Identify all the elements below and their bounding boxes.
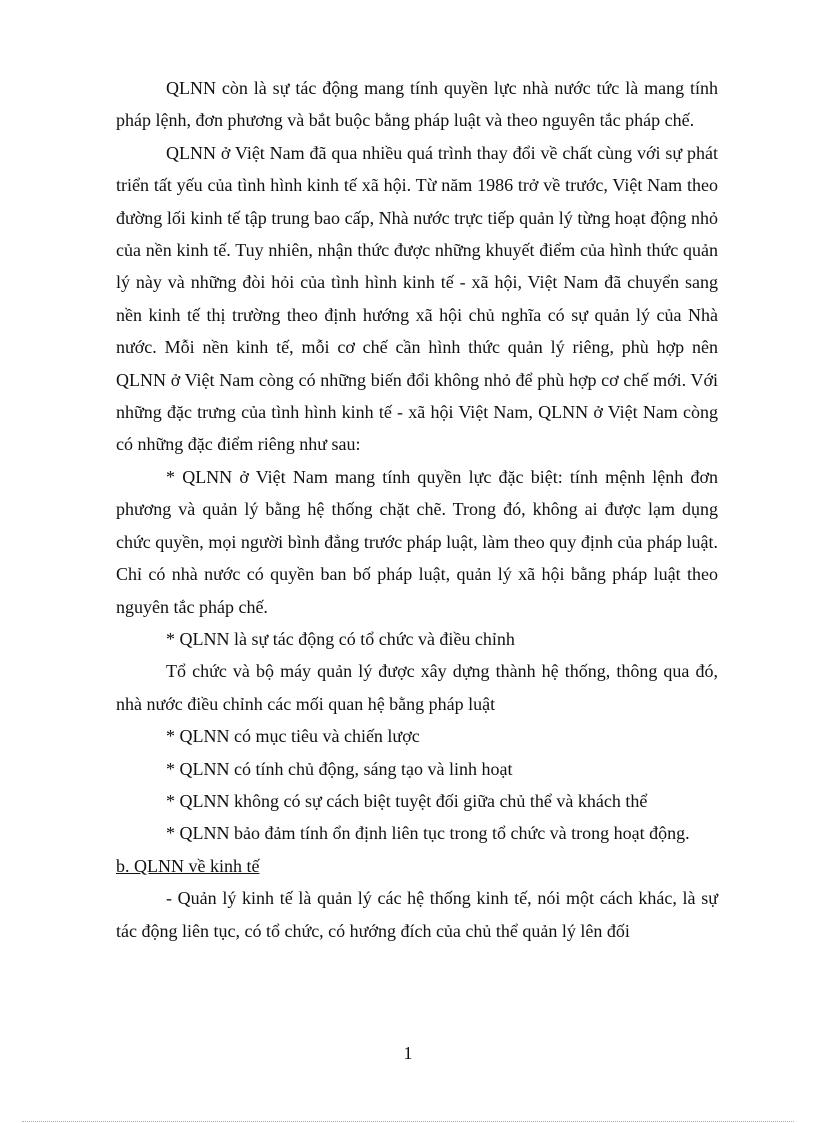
paragraph-subject-object: * QLNN không có sự cách biệt tuyệt đối giữa chủ thể và khách thể <box>166 790 648 811</box>
page-body <box>116 72 718 947</box>
paragraph-organized-action: * QLNN là sự tác động có tổ chức và điều chỉnh <box>166 628 515 649</box>
paragraph-proactive: * QLNN có tính chủ động, sáng tạo và linh hoạt <box>166 758 513 779</box>
paragraph-stability: * QLNN bảo đảm tính ổn định liên tục trong tổ chức và trong hoạt động. <box>166 823 690 844</box>
page-number: 1 <box>403 1043 413 1063</box>
page-bottom-edge <box>22 1121 794 1122</box>
paragraph-special-authority: * QLNN ở Việt Nam mang tính quyền lực đặc biệt: tính mệnh lệnh đơn phương và quản lý bằng hệ thống chặt chẽ. Trong đó, không ai được lạm dụng chức quyền, mọi người bình đẳng trước pháp luật, làm theo quy định của pháp luật. Chỉ có nhà nước có quyền ban bố pháp luật, quản lý xã hội bằng pháp luật theo nguyên tắc pháp chế. <box>116 466 718 617</box>
section-heading: b. QLNN về kinh tế <box>116 855 260 876</box>
paragraph-organization-system: Tổ chức và bộ máy quản lý được xây dựng thành hệ thống, thông qua đó, nhà nước điều chỉnh các mối quan hệ bằng pháp luật <box>116 661 718 714</box>
paragraph-legal-nature: QLNN còn là sự tác động mang tính quyền lực nhà nước tức là mang tính pháp lệnh, đơn phương và bắt buộc bằng pháp luật và theo nguyên tắc pháp chế. <box>116 78 718 131</box>
paragraph-economic-management: - Quản lý kinh tế là quản lý các hệ thống kinh tế, nói một cách khác, là sự tác động liên tục, có tổ chức, có hướng đích của chủ thể quản lý lên đối <box>116 888 718 941</box>
paragraph-goals-strategy: * QLNN có mục tiêu và chiến lược <box>166 726 420 747</box>
paragraph-history: QLNN ở Việt Nam đã qua nhiều quá trình thay đổi về chất cùng với sự phát triển tất yếu của tình hình kinh tế xã hội. Từ năm 1986 trở về trước, Việt Nam theo đường lối kinh tế tập trung bao cấp, Nhà nước trực tiếp quản lý từng hoạt động nhỏ của nền kinh tế. Tuy nhiên, nhận thức được những khuyết điểm của hình thức quản lý này và những đòi hỏi của tình hình kinh tế - xã hội, Việt Nam đã chuyển sang nền kinh tế thị trường theo định hướng xã hội chủ nghĩa có sự quản lý của Nhà nước. Mỗi nền kinh tế, mỗi cơ chế cần hình thức quản lý riêng, phù hợp nên QLNN ở Việt Nam còng có những biến đổi không nhỏ để phù hợp cơ chế mới. Với những đặc trưng của tình hình kinh tế - xã hội Việt Nam, QLNN ở Việt Nam còng có những đặc điểm riêng như sau: <box>116 142 718 455</box>
